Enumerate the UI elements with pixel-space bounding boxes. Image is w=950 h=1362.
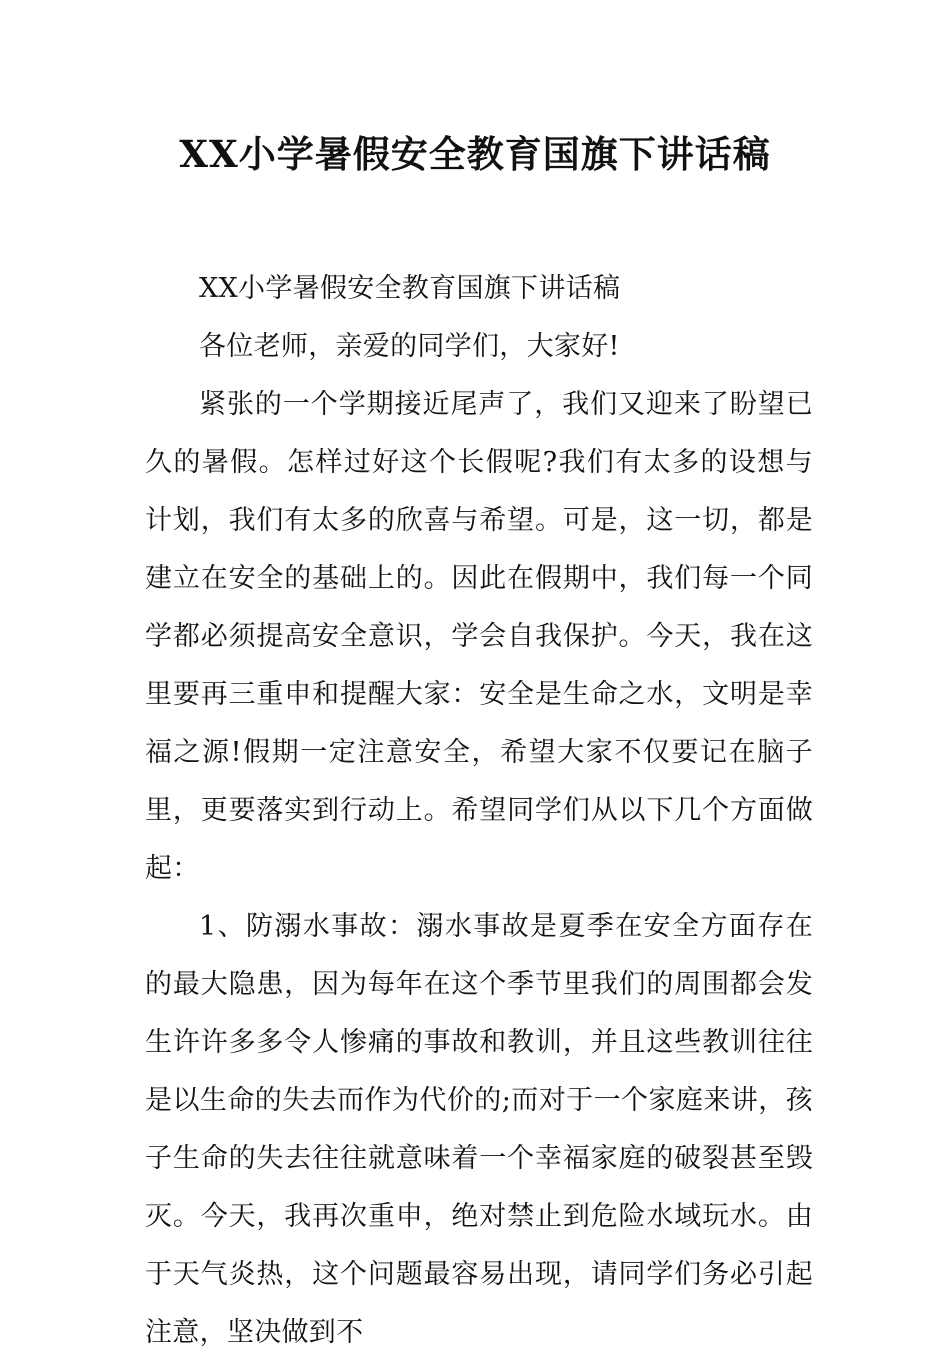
document-title: XX小学暑假安全教育国旗下讲话稿 (179, 132, 771, 176)
paragraph-heading: XX小学暑假安全教育国旗下讲话稿 (199, 273, 621, 304)
paragraph-intro: 紧张的一个学期接近尾声了，我们又迎来了盼望已久的暑假。怎样过好这个长假呢?我们有太多的设想与计划，我们有太多的欣喜与希望。可是，这一切，都是建立在安全的基础上的。因此在假期中，我们每一个同学都必须提高安全意识，学会自我保护。今天，我在这里要再三重申和提醒大家：安全是生命之水，文明是幸福之源!假期一定注意安全，希望大家不仅要记在脑子里，更要落实到行动上。希望同学们从以下几个方面做起： (145, 389, 813, 884)
paragraph-item-1: 1、防溺水事故：溺水事故是夏季在安全方面存在的最大隐患，因为每年在这个季节里我们的周围都会发生许许多多令人惨痛的事故和教训，并且这些教训往往是以生命的失去而作为代价的;而对于一个家庭来讲，孩子生命的失去往往就意味着一个幸福家庭的破裂甚至毁灭。今天，我再次重申，绝对禁止到危险水域玩水。由于天气炎热，这个问题最容易出现，请同学们务必引起注意，坚决做到不 (145, 911, 813, 1348)
document-body (145, 260, 813, 1362)
paragraph-greeting: 各位老师，亲爱的同学们，大家好! (199, 331, 620, 362)
